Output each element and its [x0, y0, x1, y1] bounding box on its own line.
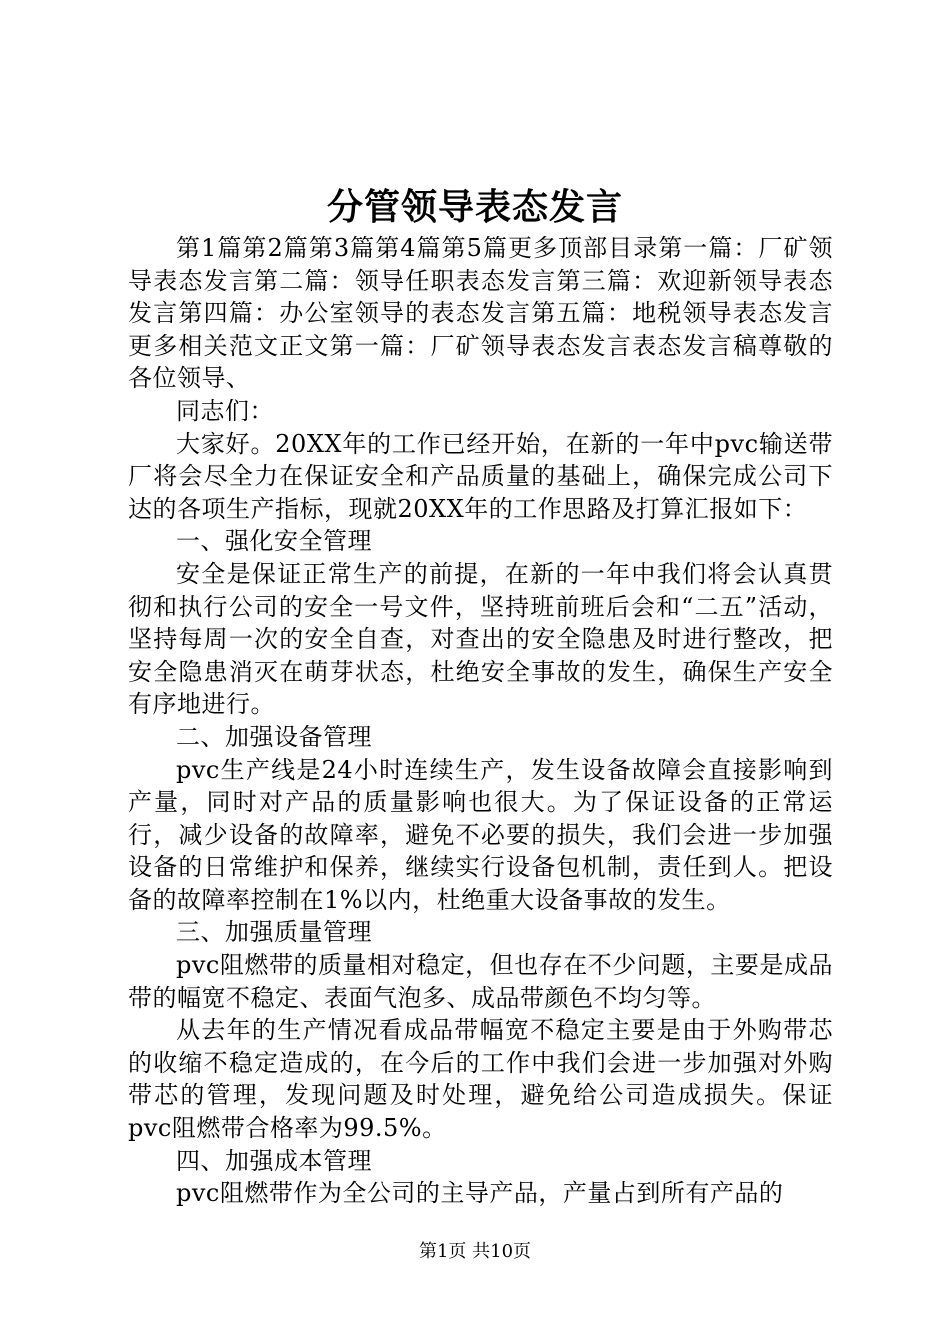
paragraph-greeting: 大家好。20XX年的工作已经开始，在新的一年中pvc输送带厂将会尽全力在保证安全和产品质量的基础上，确保完成公司下达的各项生产指标，现就20XX年的工作思路及打算汇报如下： — [128, 429, 833, 523]
section-heading-safety: 一、强化安全管理 — [176, 527, 372, 556]
section-heading-equipment: 二、加强设备管理 — [176, 722, 372, 751]
paragraph-toc: 第1篇第2篇第3篇第4篇第5篇更多顶部目录第一篇：厂矿领导表态发言第二篇：领导任职表态发言第三篇：欢迎新领导表态发言第四篇：办公室领导的表态发言第五篇：地税领导表态发言更多相关范文正文第一篇：厂矿领导表态发言表态发言稿尊敬的各位领导、 — [128, 234, 833, 393]
section-heading-quality: 三、加强质量管理 — [176, 918, 372, 947]
paragraph-safety: 安全是保证正常生产的前提，在新的一年中我们将会认真贯彻和执行公司的安全一号文件，坚持班前班后会和“二五”活动，坚持每周一次的安全自查，对查出的安全隐患及时进行整改，把安全隐患消灭在萌芽状态，杜绝安全事故的发生，确保生产安全有序地进行。 — [128, 559, 833, 719]
document-title: 分管领导表态发言 — [326, 186, 623, 228]
paragraph-equipment: pvc生产线是24小时连续生产，发生设备故障会直接影响到产量，同时对产品的质量影响也很大。为了保证设备的正常运行，减少设备的故障率，避免不必要的损失，我们会进一步加强设备的日常维护和保养，继续实行设备包机制，责任到人。把设备的故障率控制在1%以内，杜绝重大设备事故的发生。 — [128, 755, 833, 914]
section-heading-cost: 四、加强成本管理 — [176, 1146, 372, 1175]
paragraph-cost: pvc阻燃带作为全公司的主导产品，产量占到所有产品的 — [176, 1179, 784, 1208]
page-footer: 第1页 共10页 — [418, 1241, 532, 1262]
paragraph-salutation: 同志们： — [176, 396, 274, 425]
paragraph-quality-detail: 从去年的生产情况看成品带幅宽不稳定主要是由于外购带芯的收缩不稳定造成的，在今后的工作中我们会进一步加强对外购带芯的管理，发现问题及时处理，避免给公司造成损失。保证pvc阻燃带合格率为99.5%。 — [128, 1016, 833, 1143]
paragraph-quality: pvc阻燃带的质量相对稳定，但也存在不少问题，主要是成品带的幅宽不稳定、表面气泡多、成品带颜色不均匀等。 — [128, 951, 833, 1012]
document-body — [128, 232, 833, 1210]
